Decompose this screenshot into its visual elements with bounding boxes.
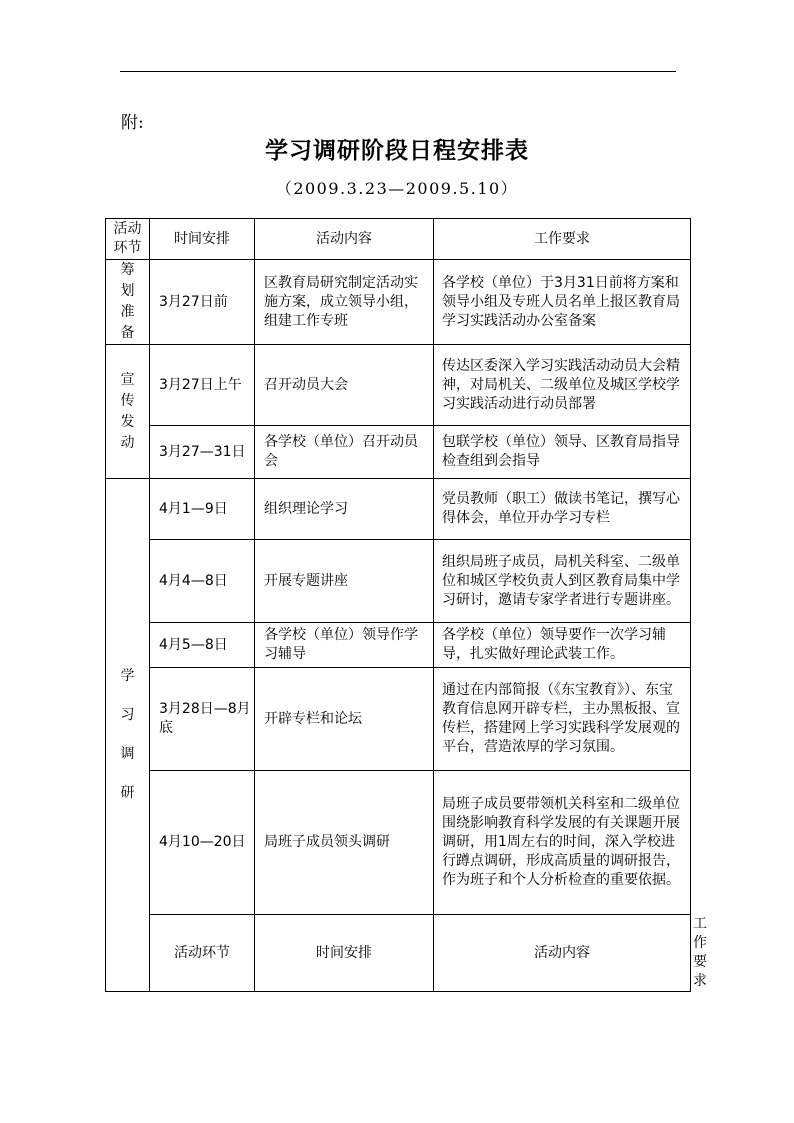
table-header-row <box>106 219 691 260</box>
row-activity: 召开动员大会 <box>255 345 434 426</box>
footer-activity: 活动内容 <box>434 915 691 992</box>
row-time: 4月4—8日 <box>150 540 255 623</box>
row-activity: 开展专题讲座 <box>255 540 434 623</box>
table-row <box>106 668 691 771</box>
footer-stage: 活动环节 <box>150 915 255 992</box>
stage-planning: 筹 划 准 备 <box>106 260 150 345</box>
date-range-subtitle: （2009.3.23—2009.5.10） <box>275 179 519 198</box>
row-time: 3月27日前 <box>150 260 255 345</box>
header-requirement: 工作要求 <box>434 219 691 260</box>
footer-time: 时间安排 <box>255 915 434 992</box>
header-rule <box>120 71 676 72</box>
row-time: 3月27—31日 <box>150 426 255 479</box>
row-activity: 各学校（单位）领导作学习辅导 <box>255 623 434 668</box>
row-requirement: 各学校（单位）于3月31日前将方案和领导小组及专班人员名单上报区教育局学习实践活动办公室备案 <box>434 260 691 345</box>
table-row <box>106 426 691 479</box>
header-time: 时间安排 <box>150 219 255 260</box>
table-footer-row: 活动环节 时间安排 活动内容 工作要求 <box>106 915 691 992</box>
row-requirement: 通过在内部简报（《东宝教育》）、东宝教育信息网开辟专栏，主办黑板报、宣传栏，搭建网上学习实践科学发展观的平台，营造浓厚的学习氛围。 <box>434 668 691 771</box>
header-stage: 活动环节 <box>106 219 150 260</box>
row-activity: 组织理论学习 <box>255 479 434 540</box>
row-activity: 局班子成员领头调研 <box>255 771 434 915</box>
row-activity: 各学校（单位）召开动员会 <box>255 426 434 479</box>
row-requirement: 局班子成员要带领机关科室和二级单位围绕影响教育科学发展的有关课题开展调研，用1周左右的时间，深入学校进行蹲点调研，形成高质量的调研报告，作为班子和个人分析检查的重要依据。 <box>434 771 691 915</box>
row-requirement: 党员教师（职工）做读书笔记，撰写心得体会，单位开办学习专栏 <box>434 479 691 540</box>
table-row <box>106 260 691 345</box>
table-row <box>106 623 691 668</box>
row-time: 4月1—9日 <box>150 479 255 540</box>
attachment-prefix: 附: <box>121 113 144 133</box>
row-time: 3月28日—8月底 <box>150 668 255 771</box>
row-time: 4月5—8日 <box>150 623 255 668</box>
schedule-table <box>105 218 707 992</box>
row-requirement: 包联学校（单位）领导、区教育局指导检查组到会指导 <box>434 426 691 479</box>
table-row <box>106 479 691 540</box>
row-activity: 区教育局研究制定活动实施方案，成立领导小组，组建工作专班 <box>255 260 434 345</box>
table-row <box>106 540 691 623</box>
header-activity: 活动内容 <box>255 219 434 260</box>
table-row <box>106 771 691 915</box>
row-requirement: 组织局班子成员，局机关科室、二级单位和城区学校负责人到区教育局集中学习研讨，邀请专家学者进行专题讲座。 <box>434 540 691 623</box>
row-time: 3月27日上午 <box>150 345 255 426</box>
row-activity: 开辟专栏和论坛 <box>255 668 434 771</box>
row-requirement: 传达区委深入学习实践活动动员大会精神，对局机关、二级单位及城区学校学习实践活动进行动员部署 <box>434 345 691 426</box>
stage-study: 学 习 调 研 <box>106 479 150 992</box>
stage-publicity: 宣 传 发 动 <box>106 345 150 479</box>
table-row <box>106 345 691 426</box>
row-time: 4月10—20日 <box>150 771 255 915</box>
document-title: 学习调研阶段日程安排表 <box>265 137 529 164</box>
row-requirement: 各学校（单位）领导要作一次学习辅导，扎实做好理论武装工作。 <box>434 623 691 668</box>
